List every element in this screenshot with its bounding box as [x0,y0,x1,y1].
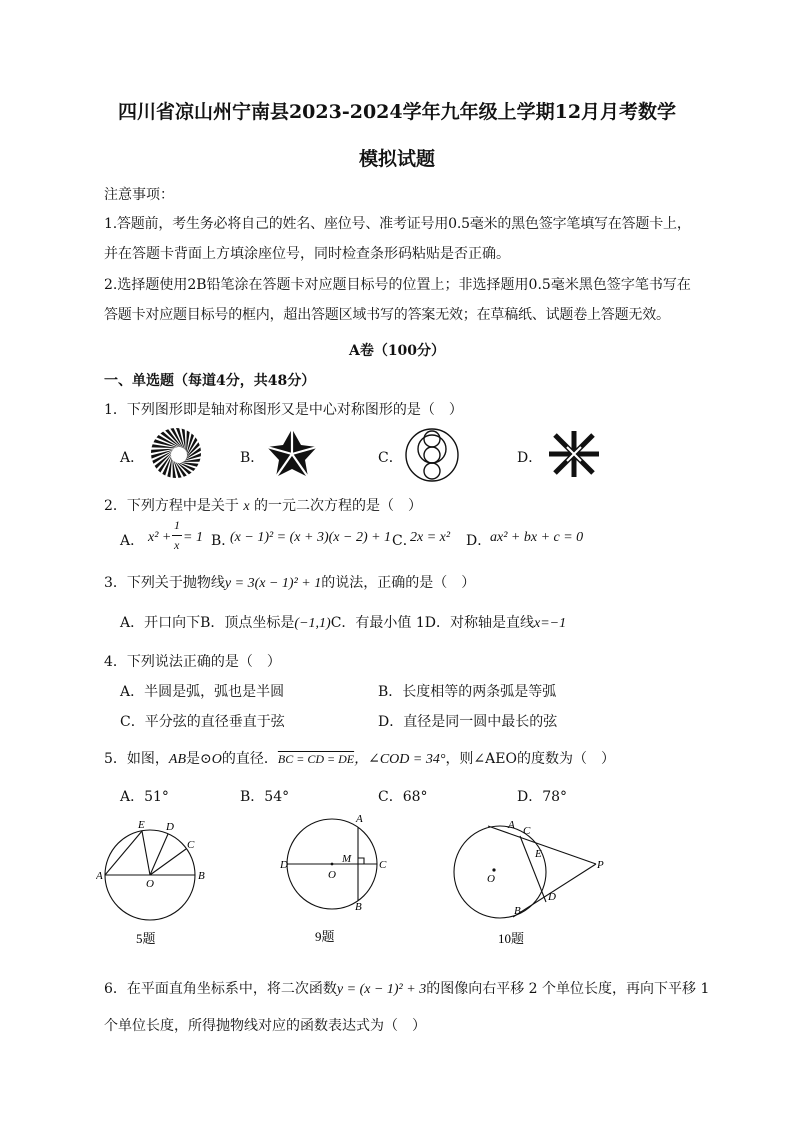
q2-a-denominator: x [174,538,180,552]
fig9-label-a: A [356,813,363,825]
fig10-label-b: B [514,905,521,917]
part1-heading: 一、单选题（每道4分，共48分） [104,373,316,389]
q2-stem-var: x [243,499,250,514]
q4-option-b: B．长度相等的两条弧是等弧 [378,684,557,700]
q2-option-a: A． [120,533,145,549]
figure-5-diagram [96,818,216,950]
page-title-line1: 四川省凉山州宁南县2023-2024学年九年级上学期12月月考数学 [117,101,677,123]
notice-item2-line1: 2.选择题使用2B铅笔涂在答题卡对应题目标号的位置上；非选择题用0.5毫米黑色签字笔书写在 [104,277,691,293]
q6-line1-expr: y = (x − 1)² + 3 [336,982,427,997]
q4-stem: 4．下列说法正确的是（ ） [104,654,281,670]
q1-option-c: C． [378,450,403,466]
q5-option-a: A．51° [120,789,169,805]
q1-stem: 1．下列图形即是轴对称图形又是中心对称图形的是（ ） [104,402,463,418]
q3-option-c: C．有最小值 1 [330,615,425,631]
fig9-label-d: D [280,859,288,871]
page-title-line2: 模拟试题 [358,148,435,170]
q5-stem-ab: AB [168,752,187,767]
fig10-label-o: O [487,873,495,885]
q3-option-b: B．顶点坐标是 [200,615,295,631]
q5-stem-o: O [211,752,222,767]
q2-c-expr: 2x = x² [410,530,451,545]
fig5-label-a: A [96,870,103,882]
fig9-label-b: B [355,901,362,913]
q3-stem-pre: 3．下列关于抛物线 [104,575,225,591]
fig5-label-e: E [138,819,145,831]
fig9-label-m: M [342,853,352,865]
stacked-circles-icon [404,427,460,483]
pentagon-star-icon [265,427,319,479]
q6-line2: 个单位长度，所得抛物线对应的函数表达式为（ ） [104,1018,426,1034]
q3-stem [104,572,475,592]
q2-a-expr: x² + [148,530,172,545]
notice-item1-line2: 并在答题卡背面上方填涂座位号，同时检查条形码粘贴是否正确。 [104,246,510,262]
q5-stem [104,748,615,768]
fig5-caption: 5题 [136,931,156,946]
q1-option-d: D． [517,450,543,466]
q3-option-d-expr: x=−1 [534,616,567,631]
fig10-label-p: P [597,859,604,871]
fig10-label-d: D [548,891,556,903]
q2-stem-post: 的一元二次方程的是（ ） [249,498,423,514]
q1-option-a: A． [120,450,145,466]
fig10-label-c: C [523,825,531,837]
section-a-heading: A卷（100分） [348,343,446,359]
fig5-label-c: C [187,839,195,851]
q2-stem [104,495,422,515]
fig5-label-d: D [166,821,174,833]
figure-9-diagram [280,812,396,948]
notice-item1-line1: 1.答题前，考生务必将自己的姓名、座位号、准考证号用0.5毫米的黑色签字笔填写在答题卡上， [104,216,691,232]
q2-stem-pre: 2．下列方程中是关于 [104,498,244,514]
q4-option-a: A．半圆是弧，弧也是半圆 [120,684,285,700]
fig10-caption: 10题 [498,931,525,946]
q5-stem-angle: ，∠COD = 34° [354,752,446,767]
fig9-label-c: C [379,859,387,871]
q2-b-expr: (x − 1)² = (x + 3)(x − 2) + 1 [230,530,392,545]
q2-option-d: D． [466,533,492,549]
q3-option-a: A．开口向下 [120,615,201,631]
q2-option-b: B． [211,533,236,549]
notice-item2-line2: 答题卡对应题目标号的框内，超出答题区域书写的答案无效；在草稿纸、试题卷上答题无效。 [104,307,670,323]
q1-option-b: B． [240,450,265,466]
q2-a-numerator: 1 [174,518,180,532]
q3-option-d: D．对称轴是直线 [424,615,535,631]
fig10-label-e: E [535,848,542,860]
q5-stem-pre: 5．如图， [104,751,169,767]
q5-option-c: C．68° [378,789,428,805]
q5-option-b: B．54° [240,789,290,805]
q3-stem-post: 的说法，正确的是（ ） [321,575,476,591]
q6-line1 [104,978,709,998]
fig5-label-o: O [146,878,154,890]
q2-a-tail: = 1 [183,530,203,545]
q5-stem-post: ，则∠AEO的度数为（ ） [445,751,615,767]
q6-line1-post: 的图像向右平移 2 个单位长度，再向下平移 1 [426,981,710,997]
q4-option-c: C．平分弦的直径垂直于弦 [120,714,285,730]
q2-d-expr: ax² + bx + c = 0 [490,530,584,545]
notice-heading: 注意事项： [104,187,174,203]
q2-option-c: C． [392,533,417,549]
figure-10-diagram [450,814,610,950]
q4-option-d: D．直径是同一圆中最长的弦 [378,714,558,730]
sun-burst-icon [149,426,203,480]
fig5-label-b: B [198,870,205,882]
fig10-label-a: A [508,819,515,831]
q5-stem-arcs: BC = CD = DE [277,752,355,766]
q3-option-b-expr: (−1,1) [294,616,331,631]
snowflake-icon [545,427,603,481]
q3-options [120,612,566,632]
fig9-caption: 9题 [315,929,335,944]
q5-option-d: D．78° [517,789,568,805]
q6-line1-pre: 6．在平面直角坐标系中，将二次函数 [104,981,337,997]
q2-a-fraction-bar [172,535,182,536]
q3-stem-expr: y = 3(x − 1)² + 1 [224,576,322,591]
q5-stem-mid: 是⊙ [186,751,212,767]
q5-stem-mid2: 的直径． [221,751,278,767]
fig9-label-o: O [328,869,336,881]
